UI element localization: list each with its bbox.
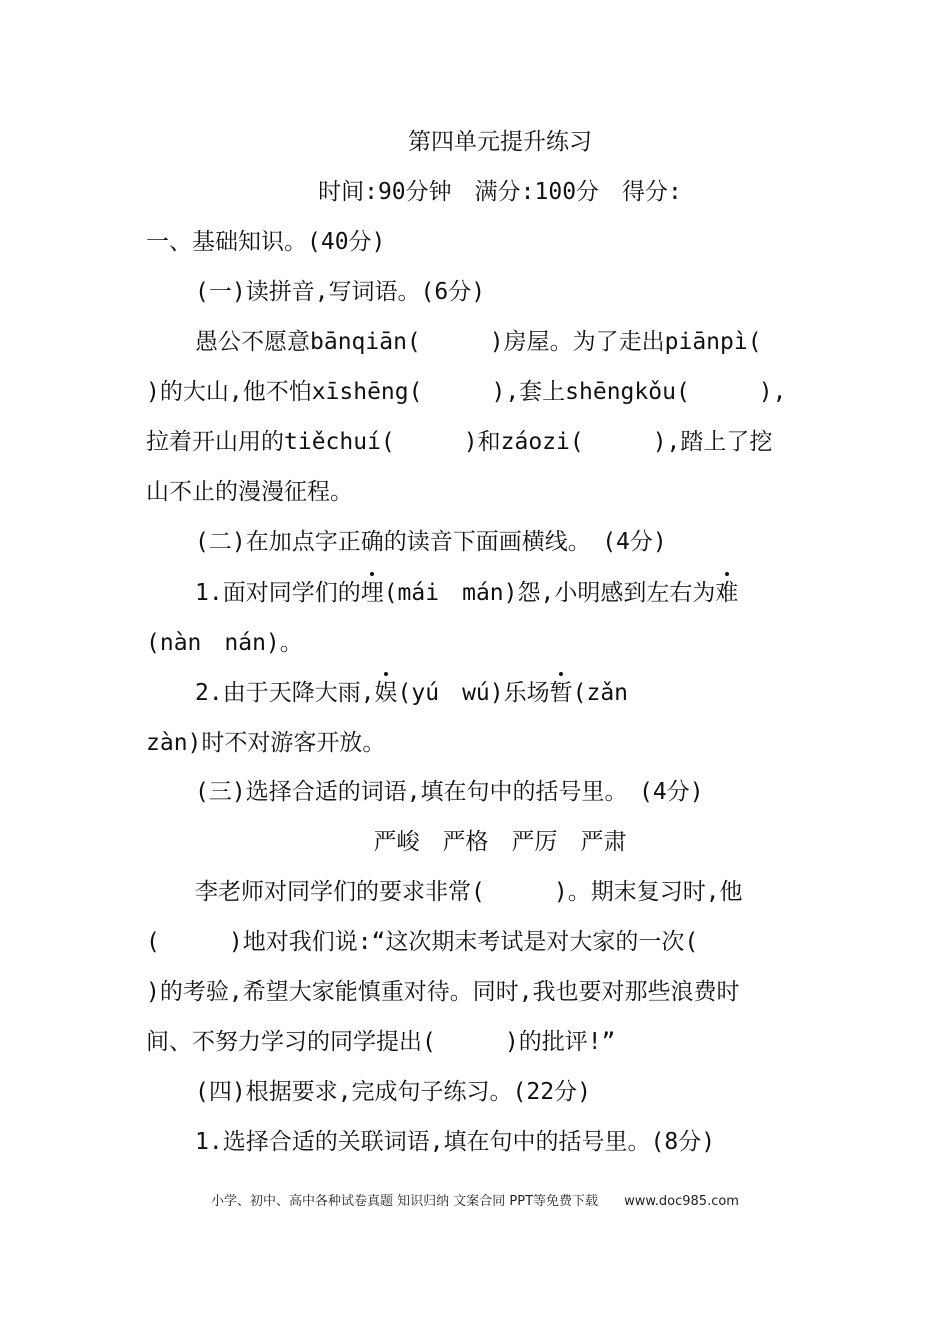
part2-question-1	[195, 578, 865, 608]
part1-line: )的大山,他不怕xīshēng( ),套上shēngkǒu( ),	[146, 379, 787, 405]
footer-text: 小学、初中、高中各种试卷真题 知识归纳 文案合同 PPT等免费下载	[211, 1194, 599, 1209]
exam-meta: 时间:90分钟 满分:100分 得分:	[318, 179, 682, 205]
pinyin-options: (nàn nán)。	[146, 630, 303, 656]
part1-line: 山不止的漫漫征程。	[146, 479, 353, 505]
footer-url: www.doc985.com	[624, 1194, 739, 1209]
pinyin-options: (zǎn	[572, 680, 629, 706]
pinyin-options: (mái mán)怨,小明感到左右为	[383, 580, 716, 606]
section-heading: 一、基础知识。(40分)	[146, 229, 386, 255]
page-footer	[0, 1190, 950, 1209]
part4-heading: (四)根据要求,完成句子练习。(22分)	[195, 1079, 591, 1105]
part4-question-1: 1.选择合适的关联词语,填在句中的括号里。(8分)	[195, 1129, 716, 1155]
part3-line: 李老师对同学们的要求非常( )。期末复习时,他	[195, 879, 743, 905]
part1-heading: (一)读拼音,写词语。(6分)	[195, 279, 486, 305]
pinyin-options: (yú wú)乐场	[397, 680, 550, 706]
dotted-character: 难	[715, 580, 739, 606]
part3-line: )的考验,希望大家能慎重对待。同时,我也要对那些浪费时	[146, 979, 740, 1005]
dotted-character: 埋	[360, 580, 384, 606]
dotted-character: 娱	[374, 680, 398, 706]
part3-heading: (三)选择合适的词语,填在句中的括号里。 (4分)	[195, 779, 704, 805]
word-choices: 严峻 严格 严厉 严肃	[373, 829, 627, 855]
part3-line: ( )地对我们说:“这次期末考试是对大家的一次(	[146, 929, 699, 955]
part2-question-2	[195, 678, 865, 708]
part3-line: 间、不努力学习的同学提出( )的批评!”	[146, 1029, 616, 1055]
question-text: zàn)时不对游客开放。	[146, 730, 386, 756]
question-text: 1.面对同学们的	[195, 580, 361, 606]
part1-line: 拉着开山用的tiěchuí( )和záozi( ),踏上了挖	[146, 429, 773, 455]
question-text: 2.由于天降大雨,	[195, 680, 375, 706]
part2-heading: (二)在加点字正确的读音下面画横线。 (4分)	[195, 529, 667, 555]
part1-line: 愚公不愿意bānqiān( )房屋。为了走出piānpì(	[195, 329, 762, 355]
dotted-character: 暂	[549, 680, 573, 706]
page-title: 第四单元提升练习	[408, 129, 592, 155]
